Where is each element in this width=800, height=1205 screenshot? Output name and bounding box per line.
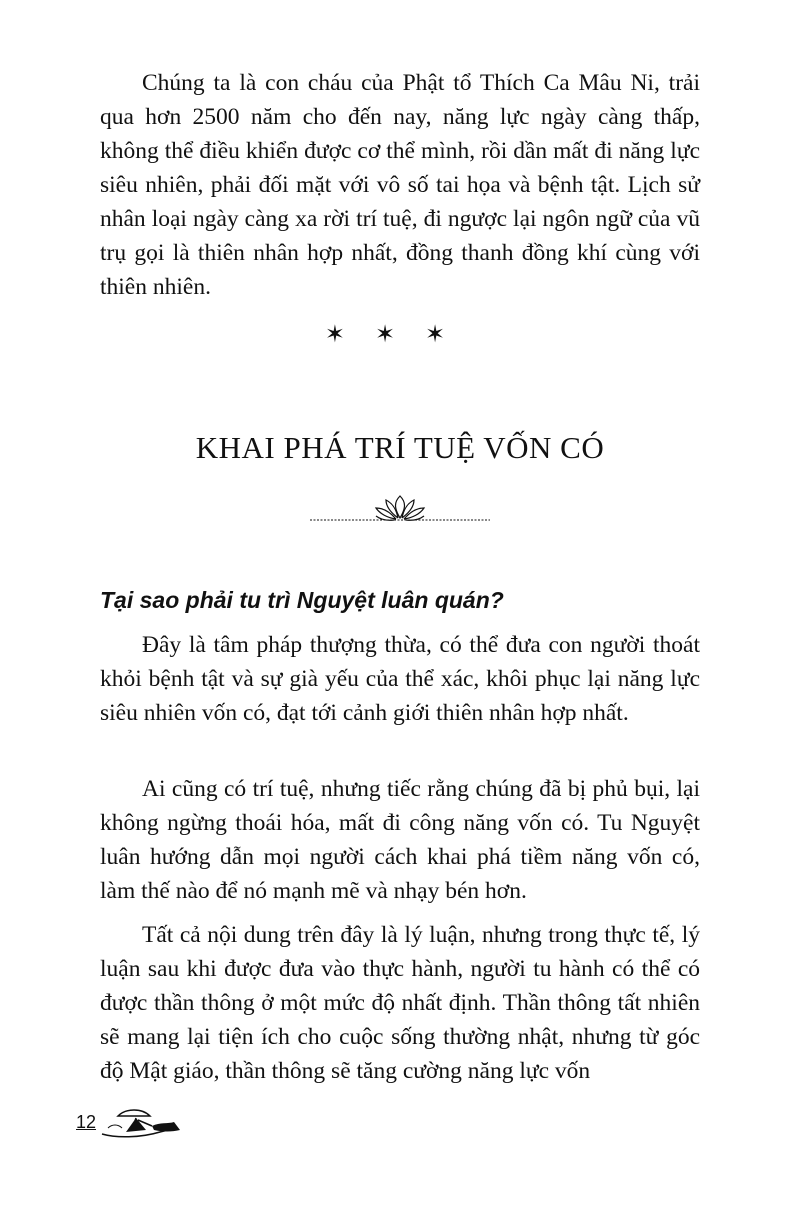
- page-number: 12: [76, 1112, 97, 1132]
- body-paragraph: Ai cũng có trí tuệ, nhưng tiếc rằng chúng đã bị phủ bụi, lại không ngừng thoái hóa, mất đi công năng vốn có. Tu Nguyệt luân hướng dẫn mọi người cách khai phá tiềm năng vốn có, làm thế nào để nó mạnh mẽ và nhạy bén hơn.: [100, 776, 700, 904]
- intro-paragraph: Chúng ta là con cháu của Phật tổ Thích Ca Mâu Ni, trải qua hơn 2500 năm cho đến nay, năng lực ngày càng thấp, không thể điều khiển được cơ thể mình, rồi dần mất đi năng lực siêu nhiên, phải đối mặt với vô số tai họa và bệnh tật. Lịch sử nhân loại ngày càng xa rời trí tuệ, đi ngược lại ngôn ngữ của vũ trụ gọi là thiên nhân hợp nhất, đồng thanh đồng khí cùng với thiên nhiên.: [100, 70, 700, 300]
- page-footer: [76, 1104, 176, 1144]
- fisherman-boat-icon: [96, 1104, 186, 1142]
- body-paragraph: Đây là tâm pháp thượng thừa, có thể đưa con người thoát khỏi bệnh tật và sự già yếu của thể xác, khôi phục lại năng lực siêu nhiên vốn có, đạt tới cảnh giới thiên nhân hợp nhất.: [100, 632, 700, 726]
- section-separator: ✶✶✶: [324, 320, 476, 348]
- body-paragraph: Tất cả nội dung trên đây là lý luận, nhưng trong thực tế, lý luận sau khi được đưa vào thực hành, người tu hành có thể có được thần thông ở một mức độ nhất định. Thần thông tất nhiên sẽ mang lại tiện ích cho cuộc sống thường nhật, nhưng từ góc độ Mật giáo, thần thông sẽ tăng cường năng lực vốn: [100, 922, 700, 1084]
- section-heading: Tại sao phải tu trì Nguyệt luân quán?: [100, 587, 504, 613]
- lotus-ornament-icon: [310, 494, 490, 526]
- chapter-title: KHAI PHÁ TRÍ TUỆ VỐN CÓ: [195, 430, 605, 465]
